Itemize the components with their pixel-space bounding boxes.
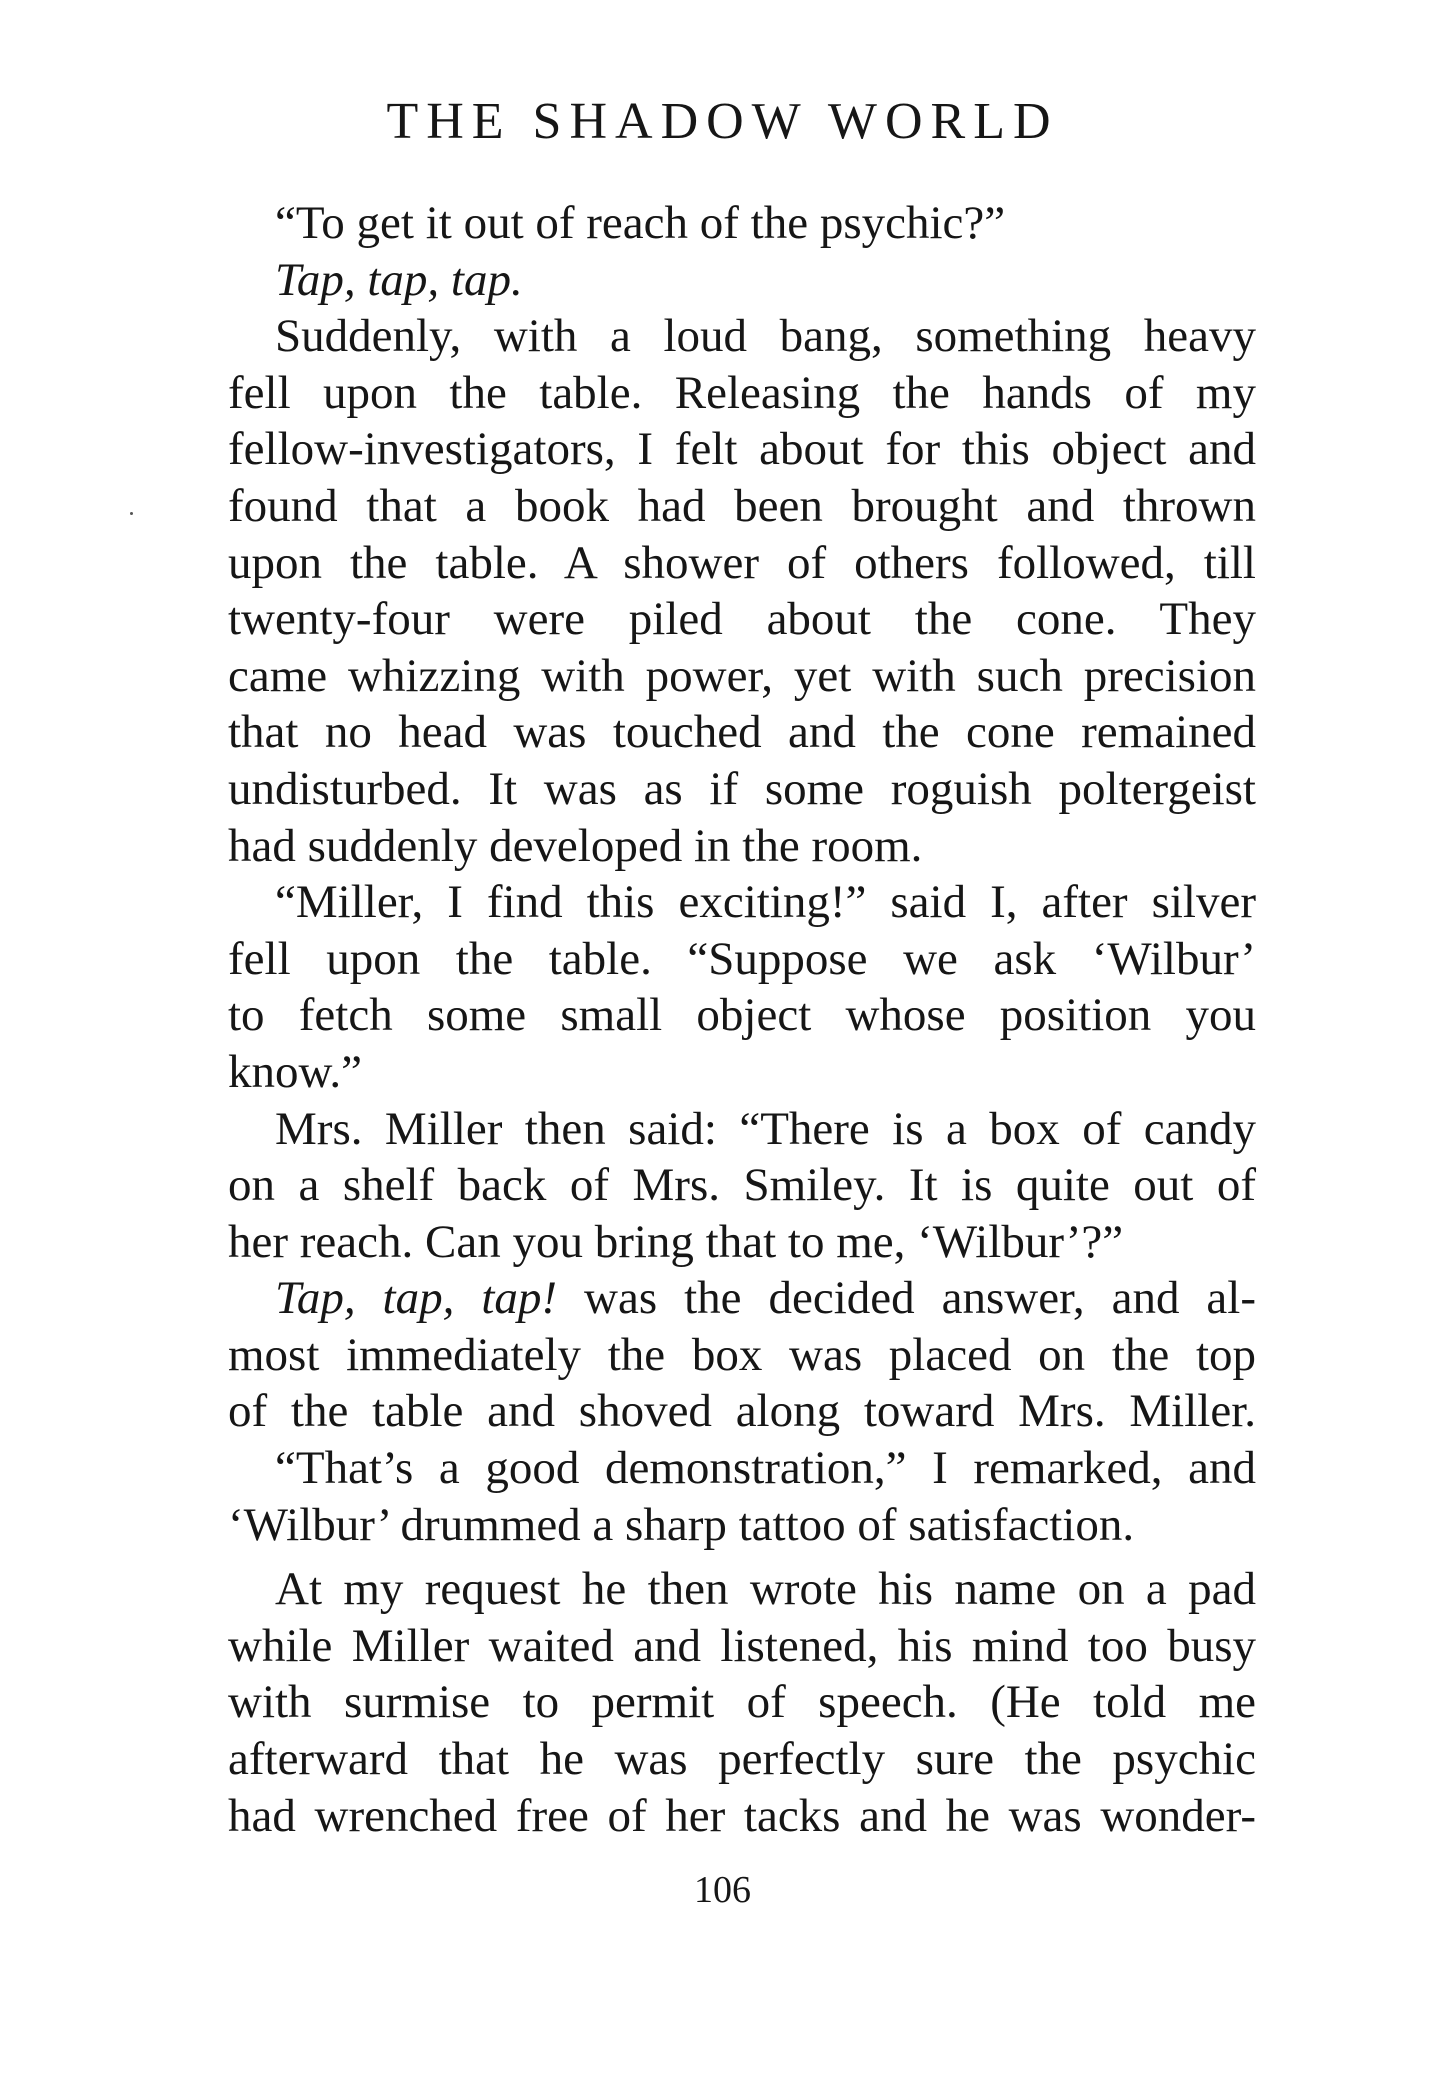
text-line xyxy=(228,648,1256,705)
text-line xyxy=(228,1497,1256,1554)
text-line xyxy=(228,1383,1256,1440)
running-head: THE SHADOW WORLD xyxy=(386,93,1059,150)
line-text: “To get it out of reach of the psychic?” xyxy=(275,197,1006,249)
line-text: upon the table. A shower of others followed, till xyxy=(228,536,1256,589)
line-text: undisturbed. It was as if some roguish poltergeist xyxy=(228,762,1256,815)
text-line xyxy=(228,874,1256,931)
line-text: ‘Wilbur’ drummed a sharp tattoo of satisfaction. xyxy=(228,1498,1135,1551)
text-line xyxy=(228,1044,1256,1101)
print-speck xyxy=(130,512,133,515)
line-text: most immediately the box was placed on the top xyxy=(228,1328,1256,1381)
text-line xyxy=(228,591,1256,648)
line-text: At my request he then wrote his name on a pad xyxy=(275,1563,1256,1616)
line-text: had suddenly developed in the room. xyxy=(228,819,923,872)
text-line xyxy=(228,535,1256,592)
line-text: of the table and shoved along toward Mrs. Miller. xyxy=(228,1385,1256,1438)
line-text: twenty-four were piled about the cone. They xyxy=(228,593,1256,646)
line-text: with surmise to permit of speech. (He told me xyxy=(228,1676,1256,1729)
text-line xyxy=(228,818,1256,875)
text-line xyxy=(228,1440,1256,1497)
page-number: 106 xyxy=(694,1869,751,1911)
italic-text: Tap, tap, tap. xyxy=(275,253,523,306)
text-line xyxy=(228,1561,1256,1618)
text-line xyxy=(228,1214,1256,1271)
line-text: “Miller, I find this exciting!” said I, after silver xyxy=(275,876,1256,929)
line-text: that no head was touched and the cone remained xyxy=(228,706,1256,759)
line-text: her reach. Can you bring that to me, ‘Wilbur’?” xyxy=(228,1215,1124,1268)
line-text: fell upon the table. Releasing the hands of my xyxy=(228,366,1256,419)
line-text: had wrenched free of her tacks and he was wonder- xyxy=(228,1789,1256,1842)
text-line xyxy=(228,704,1256,761)
text-line xyxy=(228,1618,1256,1675)
text-line xyxy=(228,478,1256,535)
line-text: while Miller waited and listened, his mind too busy xyxy=(228,1619,1256,1672)
text-line xyxy=(228,252,1256,309)
text-line xyxy=(228,195,1256,252)
line-text: know.” xyxy=(228,1045,363,1098)
line-text: came whizzing with power, yet with such precision xyxy=(228,649,1256,702)
text-line xyxy=(228,1731,1256,1788)
text-line xyxy=(228,931,1256,988)
text-line xyxy=(228,1674,1256,1731)
text-line xyxy=(228,365,1256,422)
line-text: Mrs. Miller then said: “There is a box of candy xyxy=(275,1102,1256,1155)
line-text: was the decided answer, and al- xyxy=(557,1272,1257,1325)
italic-text: Tap, tap, tap! xyxy=(275,1272,558,1325)
text-line xyxy=(228,1101,1256,1158)
line-text: to fetch some small object whose position you xyxy=(228,989,1256,1042)
line-text: “That’s a good demonstration,” I remarked, and xyxy=(275,1442,1256,1495)
text-line xyxy=(228,421,1256,478)
text-line xyxy=(228,1327,1256,1384)
line-text: on a shelf back of Mrs. Smiley. It is quite out of xyxy=(228,1159,1256,1212)
body-text xyxy=(228,195,1256,1844)
line-text: Suddenly, with a loud bang, something heavy xyxy=(275,310,1256,363)
text-line xyxy=(228,308,1256,365)
line-text: afterward that he was perfectly sure the psychic xyxy=(228,1733,1256,1786)
text-line xyxy=(228,1270,1256,1327)
text-line xyxy=(228,1788,1256,1845)
line-text: fell upon the table. “Suppose we ask ‘Wilbur’ xyxy=(228,932,1256,985)
text-line xyxy=(228,1157,1256,1214)
text-line xyxy=(228,987,1256,1044)
line-text: fellow-investigators, I felt about for this object and xyxy=(228,423,1256,476)
text-line xyxy=(228,761,1256,818)
line-text: found that a book had been brought and thrown xyxy=(228,479,1256,532)
